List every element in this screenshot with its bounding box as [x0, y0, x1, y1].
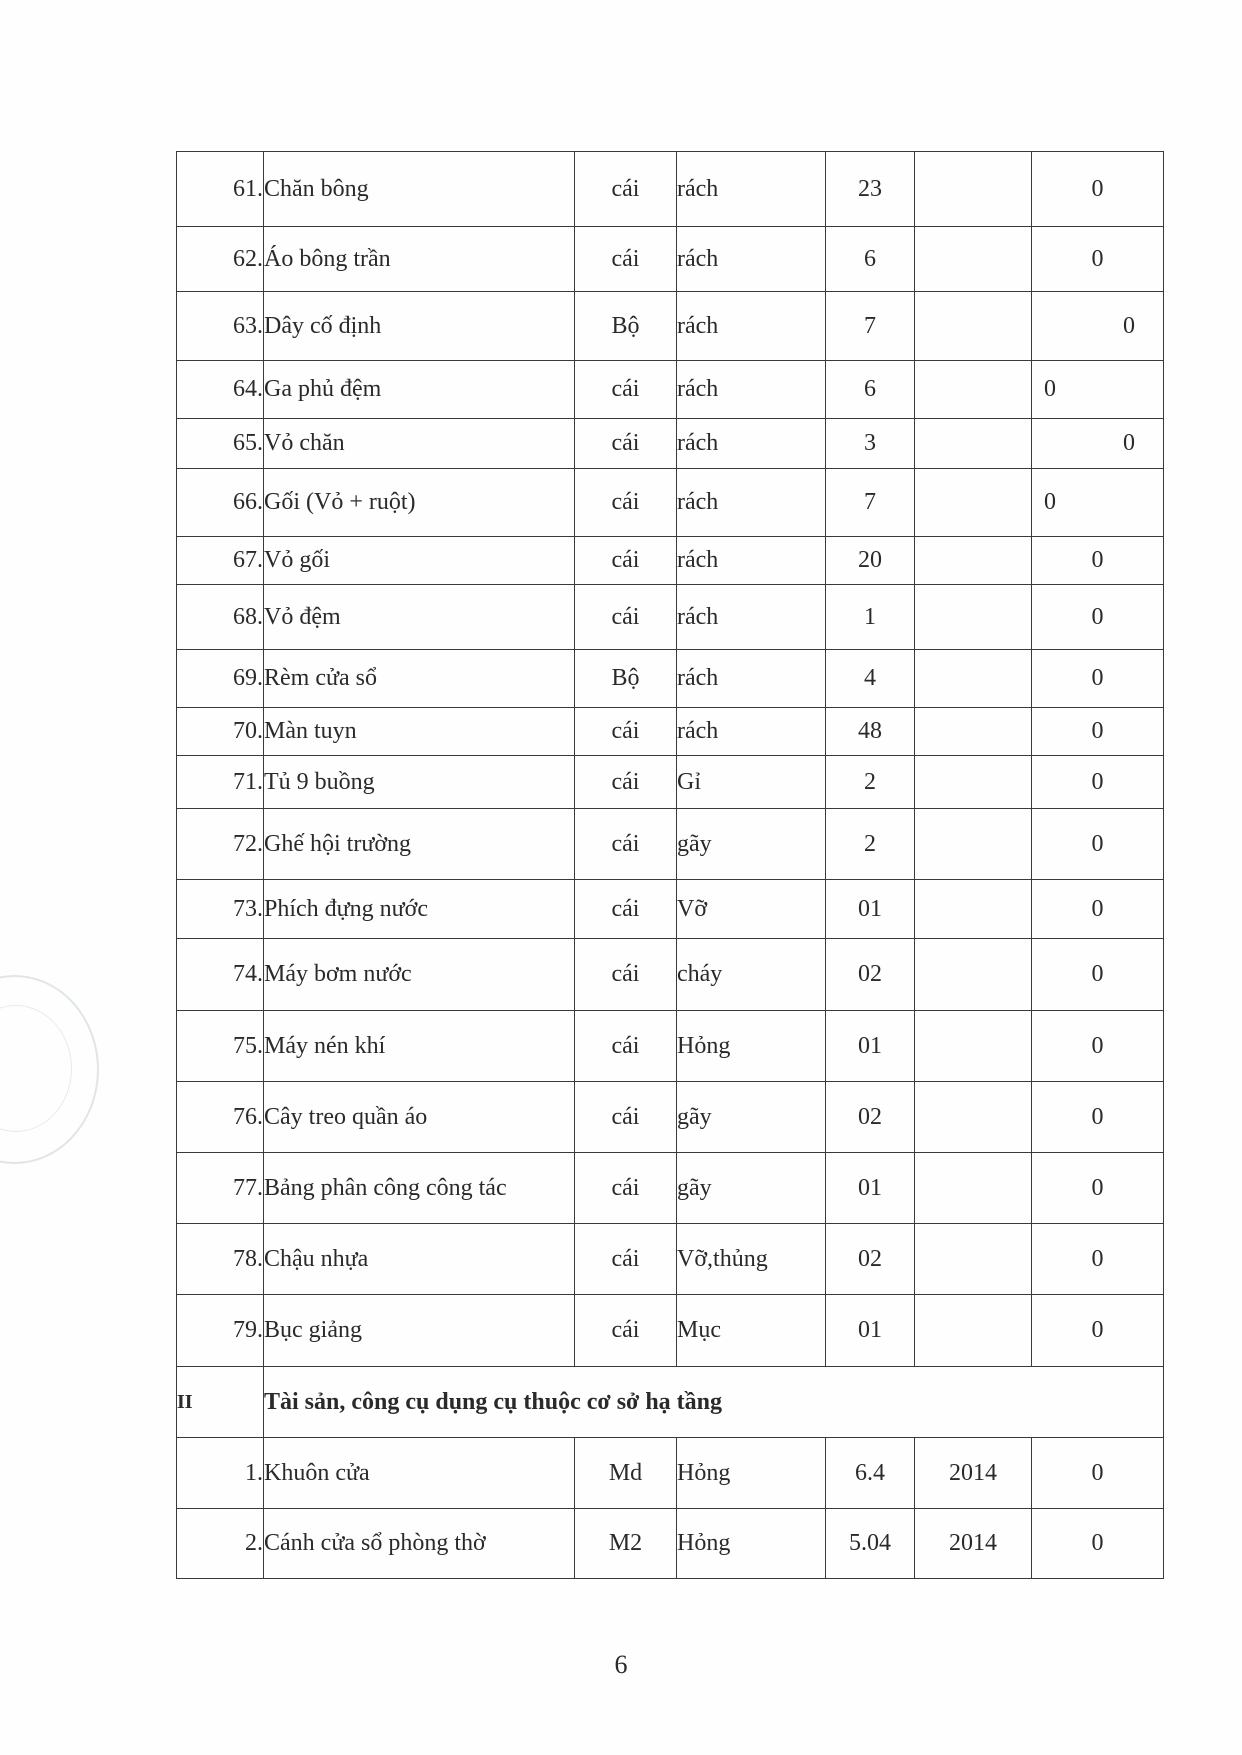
item-condition: gãy	[677, 809, 826, 880]
item-name: Rèm cửa sổ	[264, 650, 575, 708]
item-year	[915, 1224, 1032, 1295]
item-condition: rách	[677, 650, 826, 708]
item-condition: Hỏng	[677, 1438, 826, 1509]
item-year	[915, 708, 1032, 756]
item-quantity: 6	[826, 227, 915, 292]
row-number: 70.	[177, 708, 264, 756]
item-name: Ghế hội trường	[264, 809, 575, 880]
item-unit: cái	[575, 152, 677, 227]
item-unit: cái	[575, 585, 677, 650]
item-year	[915, 809, 1032, 880]
item-unit: cái	[575, 1224, 677, 1295]
item-quantity: 23	[826, 152, 915, 227]
item-value: 0	[1032, 419, 1164, 469]
section-title: Tài sản, công cụ dụng cụ thuộc cơ sở hạ tầng	[264, 1367, 1164, 1438]
table-row	[177, 419, 1164, 469]
item-unit: cái	[575, 469, 677, 537]
item-quantity: 02	[826, 1224, 915, 1295]
item-condition: Hỏng	[677, 1509, 826, 1579]
item-value: 0	[1032, 1509, 1164, 1579]
row-number: 62.	[177, 227, 264, 292]
item-name: Gối (Vỏ + ruột)	[264, 469, 575, 537]
item-year	[915, 292, 1032, 361]
item-condition: rách	[677, 361, 826, 419]
item-value: 0	[1032, 809, 1164, 880]
item-condition: cháy	[677, 939, 826, 1011]
item-quantity: 20	[826, 537, 915, 585]
item-condition: gãy	[677, 1153, 826, 1224]
table-row	[177, 650, 1164, 708]
row-number: 66.	[177, 469, 264, 537]
item-unit: cái	[575, 708, 677, 756]
item-unit: cái	[575, 880, 677, 939]
table-row	[177, 1011, 1164, 1082]
item-name: Vỏ đệm	[264, 585, 575, 650]
item-quantity: 02	[826, 1082, 915, 1153]
item-name: Cây treo quần áo	[264, 1082, 575, 1153]
item-quantity: 02	[826, 939, 915, 1011]
item-name: Bục giảng	[264, 1295, 575, 1367]
item-condition: rách	[677, 419, 826, 469]
item-condition: rách	[677, 585, 826, 650]
item-name: Dây cố định	[264, 292, 575, 361]
item-unit: cái	[575, 361, 677, 419]
item-unit: Md	[575, 1438, 677, 1509]
table-row	[177, 939, 1164, 1011]
row-number: 68.	[177, 585, 264, 650]
table-row	[177, 537, 1164, 585]
table-row	[177, 469, 1164, 537]
row-number: 74.	[177, 939, 264, 1011]
section-number: II	[177, 1367, 264, 1438]
item-condition: Gỉ	[677, 756, 826, 809]
item-quantity: 6	[826, 361, 915, 419]
row-number: 61.	[177, 152, 264, 227]
item-condition: gãy	[677, 1082, 826, 1153]
item-year	[915, 756, 1032, 809]
item-name: Máy bơm nước	[264, 939, 575, 1011]
item-name: Máy nén khí	[264, 1011, 575, 1082]
item-name: Áo bông trần	[264, 227, 575, 292]
section-row	[177, 1367, 1164, 1438]
item-year	[915, 361, 1032, 419]
table-row	[177, 1153, 1164, 1224]
item-year: 2014	[915, 1509, 1032, 1579]
table-row	[177, 1438, 1164, 1509]
item-unit: M2	[575, 1509, 677, 1579]
table-row	[177, 880, 1164, 939]
row-number: 71.	[177, 756, 264, 809]
item-year	[915, 585, 1032, 650]
item-quantity: 6.4	[826, 1438, 915, 1509]
item-year	[915, 1011, 1032, 1082]
asset-table	[176, 151, 1164, 1579]
item-name: Vỏ gối	[264, 537, 575, 585]
row-number: 75.	[177, 1011, 264, 1082]
item-unit: cái	[575, 419, 677, 469]
table-row	[177, 152, 1164, 227]
table-row	[177, 756, 1164, 809]
item-year	[915, 880, 1032, 939]
table-row	[177, 361, 1164, 419]
item-name: Cánh cửa sổ phòng thờ	[264, 1509, 575, 1579]
item-condition: Hỏng	[677, 1011, 826, 1082]
item-value: 0	[1032, 152, 1164, 227]
table-row	[177, 585, 1164, 650]
item-name: Ga phủ đệm	[264, 361, 575, 419]
item-condition: rách	[677, 227, 826, 292]
item-value: 0	[1032, 708, 1164, 756]
item-quantity: 48	[826, 708, 915, 756]
table-row	[177, 292, 1164, 361]
row-number: 77.	[177, 1153, 264, 1224]
item-value: 0	[1032, 585, 1164, 650]
item-unit: cái	[575, 1011, 677, 1082]
item-year	[915, 1153, 1032, 1224]
item-year	[915, 537, 1032, 585]
item-unit: Bộ	[575, 650, 677, 708]
item-year	[915, 419, 1032, 469]
item-quantity: 01	[826, 1011, 915, 1082]
item-condition: rách	[677, 152, 826, 227]
row-number: 79.	[177, 1295, 264, 1367]
row-number: 2.	[177, 1509, 264, 1579]
item-unit: cái	[575, 809, 677, 880]
item-value: 0	[1032, 939, 1164, 1011]
item-quantity: 1	[826, 585, 915, 650]
table-row	[177, 809, 1164, 880]
item-name: Bảng phân công công tác	[264, 1153, 575, 1224]
item-year	[915, 227, 1032, 292]
item-value: 0	[1032, 1153, 1164, 1224]
table-row	[177, 1295, 1164, 1367]
item-unit: cái	[575, 1082, 677, 1153]
item-year	[915, 1295, 1032, 1367]
item-quantity: 4	[826, 650, 915, 708]
item-quantity: 01	[826, 880, 915, 939]
row-number: 72.	[177, 809, 264, 880]
item-quantity: 3	[826, 419, 915, 469]
item-quantity: 01	[826, 1153, 915, 1224]
item-value: 0	[1032, 227, 1164, 292]
item-value: 0	[1032, 1011, 1164, 1082]
item-unit: cái	[575, 537, 677, 585]
item-unit: cái	[575, 756, 677, 809]
item-quantity: 7	[826, 469, 915, 537]
row-number: 76.	[177, 1082, 264, 1153]
item-year	[915, 650, 1032, 708]
item-quantity: 01	[826, 1295, 915, 1367]
item-name: Vỏ chăn	[264, 419, 575, 469]
table-row	[177, 1224, 1164, 1295]
item-unit: cái	[575, 227, 677, 292]
table-row	[177, 1082, 1164, 1153]
item-value: 0	[1032, 469, 1164, 537]
item-value: 0	[1032, 756, 1164, 809]
item-name: Khuôn cửa	[264, 1438, 575, 1509]
item-condition: rách	[677, 708, 826, 756]
row-number: 69.	[177, 650, 264, 708]
item-unit: Bộ	[575, 292, 677, 361]
item-quantity: 2	[826, 809, 915, 880]
item-condition: rách	[677, 469, 826, 537]
item-condition: rách	[677, 537, 826, 585]
item-name: Chậu nhựa	[264, 1224, 575, 1295]
table-row	[177, 1509, 1164, 1579]
item-condition: rách	[677, 292, 826, 361]
item-unit: cái	[575, 939, 677, 1011]
item-year	[915, 469, 1032, 537]
row-number: 78.	[177, 1224, 264, 1295]
page-number: 6	[614, 1650, 628, 1679]
item-condition: Vỡ,thủng	[677, 1224, 826, 1295]
item-year: 2014	[915, 1438, 1032, 1509]
item-value: 0	[1032, 650, 1164, 708]
item-value: 0	[1032, 292, 1164, 361]
table-row	[177, 227, 1164, 292]
item-year	[915, 152, 1032, 227]
item-name: Màn tuyn	[264, 708, 575, 756]
item-unit: cái	[575, 1295, 677, 1367]
item-value: 0	[1032, 537, 1164, 585]
item-year	[915, 1082, 1032, 1153]
item-condition: Mục	[677, 1295, 826, 1367]
row-number: 64.	[177, 361, 264, 419]
row-number: 1.	[177, 1438, 264, 1509]
item-value: 0	[1032, 1224, 1164, 1295]
item-value: 0	[1032, 1082, 1164, 1153]
item-quantity: 2	[826, 756, 915, 809]
item-value: 0	[1032, 880, 1164, 939]
row-number: 63.	[177, 292, 264, 361]
item-value: 0	[1032, 1295, 1164, 1367]
item-value: 0	[1032, 1438, 1164, 1509]
item-quantity: 5.04	[826, 1509, 915, 1579]
row-number: 73.	[177, 880, 264, 939]
item-year	[915, 939, 1032, 1011]
item-name: Chăn bông	[264, 152, 575, 227]
item-name: Phích đựng nước	[264, 880, 575, 939]
row-number: 65.	[177, 419, 264, 469]
row-number: 67.	[177, 537, 264, 585]
item-condition: Vỡ	[677, 880, 826, 939]
item-name: Tủ 9 buồng	[264, 756, 575, 809]
table-row	[177, 708, 1164, 756]
item-quantity: 7	[826, 292, 915, 361]
item-value: 0	[1032, 361, 1164, 419]
item-unit: cái	[575, 1153, 677, 1224]
